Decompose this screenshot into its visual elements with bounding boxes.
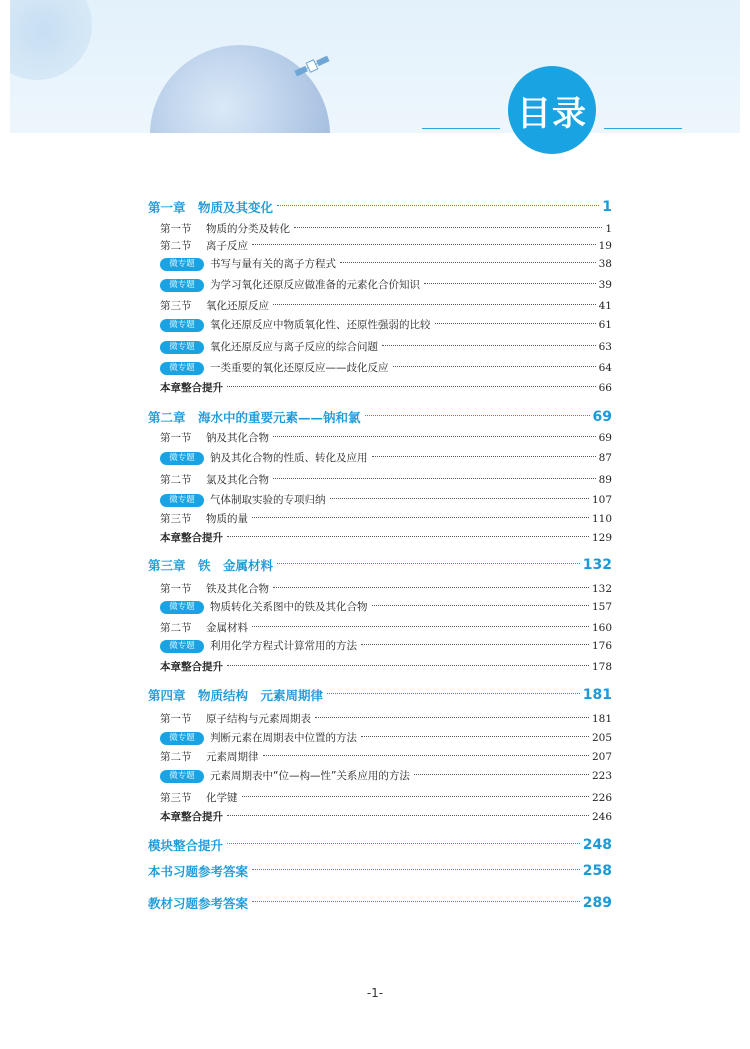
toc-chapter-summary-row[interactable] xyxy=(148,659,612,674)
dot-leader xyxy=(227,842,580,844)
dot-leader xyxy=(227,385,596,387)
section-number: 第二节 xyxy=(160,622,192,634)
dot-leader xyxy=(252,868,580,870)
toc-chapter-row[interactable] xyxy=(148,556,612,574)
toc-page-number: 87 xyxy=(598,451,612,464)
toc-page-number: 132 xyxy=(591,582,612,595)
special-topic-title: 一类重要的氧化还原反应——歧化反应 xyxy=(210,362,389,374)
toc-entry-label: 第三章 铁 金属材料 xyxy=(148,558,274,573)
toc-entry-label: 本章整合提升 xyxy=(160,661,223,673)
section-title: 金属材料 xyxy=(206,622,248,634)
page-number: -1- xyxy=(366,986,384,1000)
dot-leader xyxy=(372,455,596,457)
toc-page-number: 63 xyxy=(598,340,612,353)
toc-section-row[interactable] xyxy=(148,221,612,236)
toc-special-topic-row[interactable] xyxy=(148,360,612,375)
toc-special-topic-row[interactable] xyxy=(148,599,612,614)
toc-entry-label xyxy=(148,790,238,805)
section-title: 铁及其化合物 xyxy=(206,583,269,595)
toc-special-topic-row[interactable] xyxy=(148,768,612,783)
section-title: 化学键 xyxy=(206,792,238,804)
toc-entry-label xyxy=(148,339,378,354)
toc-entry-label: 第一章 物质及其变化 xyxy=(148,200,274,215)
moon-decoration xyxy=(10,0,92,80)
toc-chapter-row[interactable] xyxy=(148,686,612,704)
toc-page-number: 157 xyxy=(591,600,612,613)
section-title: 原子结构与元素周期表 xyxy=(206,713,311,725)
dot-leader xyxy=(263,754,589,756)
toc-entry-label xyxy=(148,221,290,236)
section-title: 离子反应 xyxy=(206,240,248,252)
special-topic-badge: 微专题 xyxy=(160,341,204,354)
dot-leader xyxy=(294,226,602,228)
toc-entry-label xyxy=(148,711,311,726)
dot-leader xyxy=(327,692,580,694)
special-topic-title: 氧化还原反应中物质氧化性、还原性强弱的比较 xyxy=(210,319,431,331)
toc-page-number: 89 xyxy=(598,473,612,486)
toc-section-row[interactable] xyxy=(148,472,612,487)
toc-special-topic-row[interactable] xyxy=(148,339,612,354)
toc-entry-label: 本书习题参考答案 xyxy=(148,864,249,879)
toc-chapter-summary-row[interactable] xyxy=(148,809,612,824)
toc-page-number: 248 xyxy=(582,837,612,853)
special-topic-badge: 微专题 xyxy=(160,279,204,292)
dot-leader xyxy=(424,282,596,284)
toc-section-row[interactable] xyxy=(148,298,612,313)
toc-page-number: 110 xyxy=(591,512,612,525)
toc-special-topic-row[interactable] xyxy=(148,638,612,653)
dot-leader xyxy=(273,303,596,305)
special-topic-title: 利用化学方程式计算常用的方法 xyxy=(210,640,357,652)
section-number: 第二节 xyxy=(160,474,192,486)
toc-entry-label xyxy=(148,638,357,653)
toc-entry-label xyxy=(148,277,420,292)
toc-page-number: 205 xyxy=(591,731,612,744)
dot-leader xyxy=(273,477,596,479)
toc-entry-label xyxy=(148,768,410,783)
toc-page-number: 289 xyxy=(582,895,612,911)
toc-entry-label xyxy=(148,599,368,614)
special-topic-badge: 微专题 xyxy=(160,601,204,614)
dot-leader xyxy=(382,344,596,346)
toc-page-number: 176 xyxy=(591,639,612,652)
toc-entry-label: 本章整合提升 xyxy=(160,382,223,394)
toc-page-number: 19 xyxy=(598,239,612,252)
dot-leader xyxy=(372,604,589,606)
toc-entry-label xyxy=(148,472,269,487)
section-number: 第三节 xyxy=(160,513,192,525)
dot-leader xyxy=(414,773,589,775)
toc-page-number: 181 xyxy=(582,687,612,703)
title-line-right xyxy=(604,128,682,129)
toc-section-row[interactable] xyxy=(148,790,612,805)
toc-page-number: 1 xyxy=(602,199,612,215)
section-number: 第三节 xyxy=(160,300,192,312)
dot-leader xyxy=(435,322,596,324)
special-topic-title: 钠及其化合物的性质、转化及应用 xyxy=(210,452,368,464)
dot-leader xyxy=(273,586,589,588)
toc-page-number: 258 xyxy=(582,863,612,879)
toc-entry-label xyxy=(148,317,431,332)
toc-page-number: 246 xyxy=(591,810,612,823)
dot-leader xyxy=(252,243,596,245)
dot-leader xyxy=(277,562,580,564)
toc-entry-label xyxy=(148,430,269,445)
toc-section-row[interactable] xyxy=(148,238,612,253)
toc-page-number: 41 xyxy=(598,299,612,312)
special-topic-title: 元素周期表中“位—构—性”关系应用的方法 xyxy=(210,770,410,782)
toc-section-row[interactable] xyxy=(148,430,612,445)
special-topic-badge: 微专题 xyxy=(160,258,204,271)
toc-page-number: 69 xyxy=(598,431,612,444)
toc-entry-label xyxy=(148,749,259,764)
section-title: 元素周期律 xyxy=(206,751,259,763)
dot-leader xyxy=(227,535,589,537)
toc-page-number: 107 xyxy=(591,493,612,506)
toc-chapter-row[interactable] xyxy=(148,894,612,912)
page-title: 目录 xyxy=(508,66,596,154)
dot-leader xyxy=(273,435,596,437)
section-number: 第一节 xyxy=(160,713,192,725)
section-number: 第二节 xyxy=(160,240,192,252)
toc-entry-label xyxy=(148,620,248,635)
toc-entry-label xyxy=(148,256,336,271)
toc-page-number: 69 xyxy=(592,409,612,425)
toc-entry-label xyxy=(148,492,326,507)
section-title: 钠及其化合物 xyxy=(206,432,269,444)
header-banner xyxy=(10,0,740,133)
toc-entry-label xyxy=(148,581,269,596)
toc-page-number: 223 xyxy=(591,769,612,782)
special-topic-badge: 微专题 xyxy=(160,732,204,745)
dot-leader xyxy=(227,664,589,666)
toc-entry-label: 第二章 海水中的重要元素——钠和氯 xyxy=(148,410,361,425)
special-topic-badge: 微专题 xyxy=(160,362,204,375)
toc-section-row[interactable] xyxy=(148,749,612,764)
dot-leader xyxy=(365,414,590,416)
section-number: 第一节 xyxy=(160,432,192,444)
toc-special-topic-row[interactable] xyxy=(148,317,612,332)
toc-entry-label: 模块整合提升 xyxy=(148,838,224,853)
section-title: 物质的分类及转化 xyxy=(206,223,290,235)
toc-entry-label: 本章整合提升 xyxy=(160,532,223,544)
section-title: 氯及其化合物 xyxy=(206,474,269,486)
special-topic-badge: 微专题 xyxy=(160,319,204,332)
section-number: 第三节 xyxy=(160,792,192,804)
special-topic-title: 气体制取实验的专项归纳 xyxy=(210,494,326,506)
satellite-icon xyxy=(292,52,332,80)
toc-chapter-row[interactable] xyxy=(148,836,612,854)
toc-entry-label: 第四章 物质结构 元素周期律 xyxy=(148,688,324,703)
special-topic-badge: 微专题 xyxy=(160,770,204,783)
special-topic-title: 氧化还原反应与离子反应的综合问题 xyxy=(210,341,378,353)
toc-page-number: 160 xyxy=(591,621,612,634)
toc-chapter-row[interactable] xyxy=(148,862,612,880)
dot-leader xyxy=(393,365,596,367)
special-topic-badge: 微专题 xyxy=(160,494,204,507)
dot-leader xyxy=(330,497,589,499)
toc-page-number: 178 xyxy=(591,660,612,673)
dot-leader xyxy=(361,643,589,645)
toc-section-row[interactable] xyxy=(148,620,612,635)
toc-page-number: 66 xyxy=(598,381,612,394)
toc-entry-label: 本章整合提升 xyxy=(160,811,223,823)
dot-leader xyxy=(277,204,599,206)
special-topic-title: 为学习氧化还原反应做准备的元素化合价知识 xyxy=(210,279,420,291)
dot-leader xyxy=(315,716,589,718)
toc-page-number: 181 xyxy=(591,712,612,725)
toc-page-number: 39 xyxy=(598,278,612,291)
toc-entry-label xyxy=(148,730,357,745)
toc-special-topic-row[interactable] xyxy=(148,256,612,271)
special-topic-title: 书写与量有关的离子方程式 xyxy=(210,258,336,270)
section-number: 第一节 xyxy=(160,223,192,235)
toc-entry-label xyxy=(148,360,389,375)
toc-entry-label: 教材习题参考答案 xyxy=(148,896,249,911)
dot-leader xyxy=(340,261,596,263)
special-topic-badge: 微专题 xyxy=(160,452,204,465)
toc-entry-label xyxy=(148,238,248,253)
toc-section-row[interactable] xyxy=(148,511,612,526)
toc-page-number: 64 xyxy=(598,361,612,374)
special-topic-badge: 微专题 xyxy=(160,640,204,653)
toc-page-number: 61 xyxy=(598,318,612,331)
toc-special-topic-row[interactable] xyxy=(148,277,612,292)
section-number: 第二节 xyxy=(160,751,192,763)
section-title: 氧化还原反应 xyxy=(206,300,269,312)
toc-entry-label xyxy=(148,298,269,313)
dot-leader xyxy=(227,814,589,816)
toc-entry-label xyxy=(148,450,368,465)
toc-chapter-row[interactable] xyxy=(148,408,612,426)
dot-leader xyxy=(252,516,589,518)
toc-special-topic-row[interactable] xyxy=(148,492,612,507)
toc-page-number: 226 xyxy=(591,791,612,804)
toc-section-row[interactable] xyxy=(148,711,612,726)
toc-chapter-row[interactable] xyxy=(148,198,612,216)
toc-page-number: 129 xyxy=(591,531,612,544)
toc-page-number: 38 xyxy=(598,257,612,270)
toc-chapter-summary-row[interactable] xyxy=(148,380,612,395)
toc-page-number: 207 xyxy=(591,750,612,763)
dot-leader xyxy=(242,795,589,797)
toc-special-topic-row[interactable] xyxy=(148,450,612,465)
special-topic-title: 物质转化关系图中的铁及其化合物 xyxy=(210,601,368,613)
title-line-left xyxy=(422,128,500,129)
dot-leader xyxy=(252,625,589,627)
toc-section-row[interactable] xyxy=(148,581,612,596)
section-number: 第一节 xyxy=(160,583,192,595)
toc-chapter-summary-row[interactable] xyxy=(148,530,612,545)
dot-leader xyxy=(361,735,589,737)
section-title: 物质的量 xyxy=(206,513,248,525)
toc-page-number: 132 xyxy=(582,557,612,573)
toc-page-number: 1 xyxy=(605,222,612,235)
toc-entry-label xyxy=(148,511,248,526)
dot-leader xyxy=(252,900,580,902)
toc-special-topic-row[interactable] xyxy=(148,730,612,745)
special-topic-title: 判断元素在周期表中位置的方法 xyxy=(210,732,357,744)
